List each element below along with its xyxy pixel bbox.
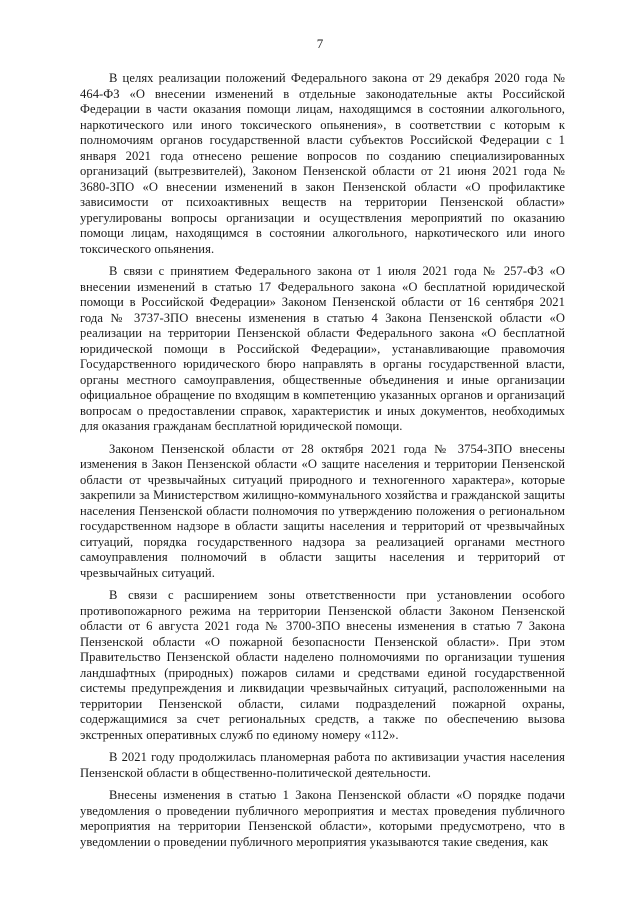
paragraph-legal-aid: В связи с принятием Федерального закона от 1 июля 2021 года № 257-ФЗ «О внесении изменений в статью 17 Федерального закона «О бесплатной юридической помощи в Российской Федерации» Законом Пензенской области от 16 сентября 2021 года № 3737-ЗПО внесены изменения в статью 4 Закона Пензенской области «О реализации на территории Пензенской области Федерального закона «О бесплатной юридической помощи в Российской Федерации», устанавливающие правомочия Государственного юридического бюро направлять в органы государственной власти, органы местного самоуправления, общественные объединения и иные организации официальное обращение по входящим в компетенцию указанных органов и организаций вопросам о предоставлении справок, характеристик и иных документов, необходимых для оказания гражданам бесплатной юридической помощи.	[80, 264, 565, 433]
page-number: 7	[316, 36, 324, 51]
paragraph-fire-safety: В связи с расширением зоны ответственности при установлении особого противопожарного режима на территории Пензенской области Законом Пензенской области от 6 августа 2021 года № 3700-ЗПО внесены изменения в статью 7 Закона Пензенской области «О пожарной безопасности Пензенской области». При этом Правительство Пензенской области наделено полномочиями по организации тушения ландшафтных (природных) пожаров силами и средствами единой государственной системы предупреждения и ликвидации чрезвычайных ситуаций, расположенными на территории Пензенской области, силами подразделений пожарной охраны, содержащимися за счет региональных средств, а также по обеспечению вызова экстренных оперативных служб по единому номеру «112».	[80, 588, 565, 742]
paragraph-emergency-protection: Законом Пензенской области от 28 октября 2021 года № 3754-ЗПО внесены изменения в Закон Пензенской области «О защите населения и территории Пензенской области от чрезвычайных ситуаций природного и техногенного характера», которые закрепили за Министерством жилищно-коммунального хозяйства и гражданской защиты населения Пензенской области полномочия по утверждению положения о региональном государственном надзоре в области защиты населения и территорий от чрезвычайных ситуаций, порядка государственного надзора за реализацией органами местного самоуправления полномочий в области защиты населения и территорий от чрезвычайных ситуаций.	[80, 441, 565, 580]
paragraph-public-participation: В 2021 году продолжилась планомерная работа по активизации участия населения Пензенской области в общественно-политической деятельности.	[80, 750, 565, 780]
paragraph-public-events: Внесены изменения в статью 1 Закона Пензенской области «О порядке подачи уведомления о проведении публичного мероприятия и местах проведения публичного мероприятия на территории Пензенской области», которыми предусмотрено, что в уведомлении о проведении публичного мероприятия указываются такие сведения, как	[80, 788, 565, 849]
paragraph-sobering-centers: В целях реализации положений Федерального закона от 29 декабря 2020 года № 464-ФЗ «О внесении изменений в отдельные законодательные акты Российской Федерации в части оказания помощи лицам, находящимся в состоянии алкогольного, наркотического или иного токсического опьянения», в соответствии с которым к полномочиям органов государственной власти субъектов Российской Федерации с 1 января 2021 года отнесено решение вопросов по созданию специализированных организаций (вытрезвителей), Законом Пензенской области от 21 июня 2021 года № 3680-ЗПО «О внесении изменений в закон Пензенской области «О профилактике зависимости от психоактивных веществ на территории Пензенской области» урегулированы вопросы организации и осуществления мероприятий по оказанию помощи лицам, находящимся в состоянии алкогольного, наркотического или иного токсического опьянения.	[80, 71, 565, 256]
document-body	[80, 71, 565, 857]
